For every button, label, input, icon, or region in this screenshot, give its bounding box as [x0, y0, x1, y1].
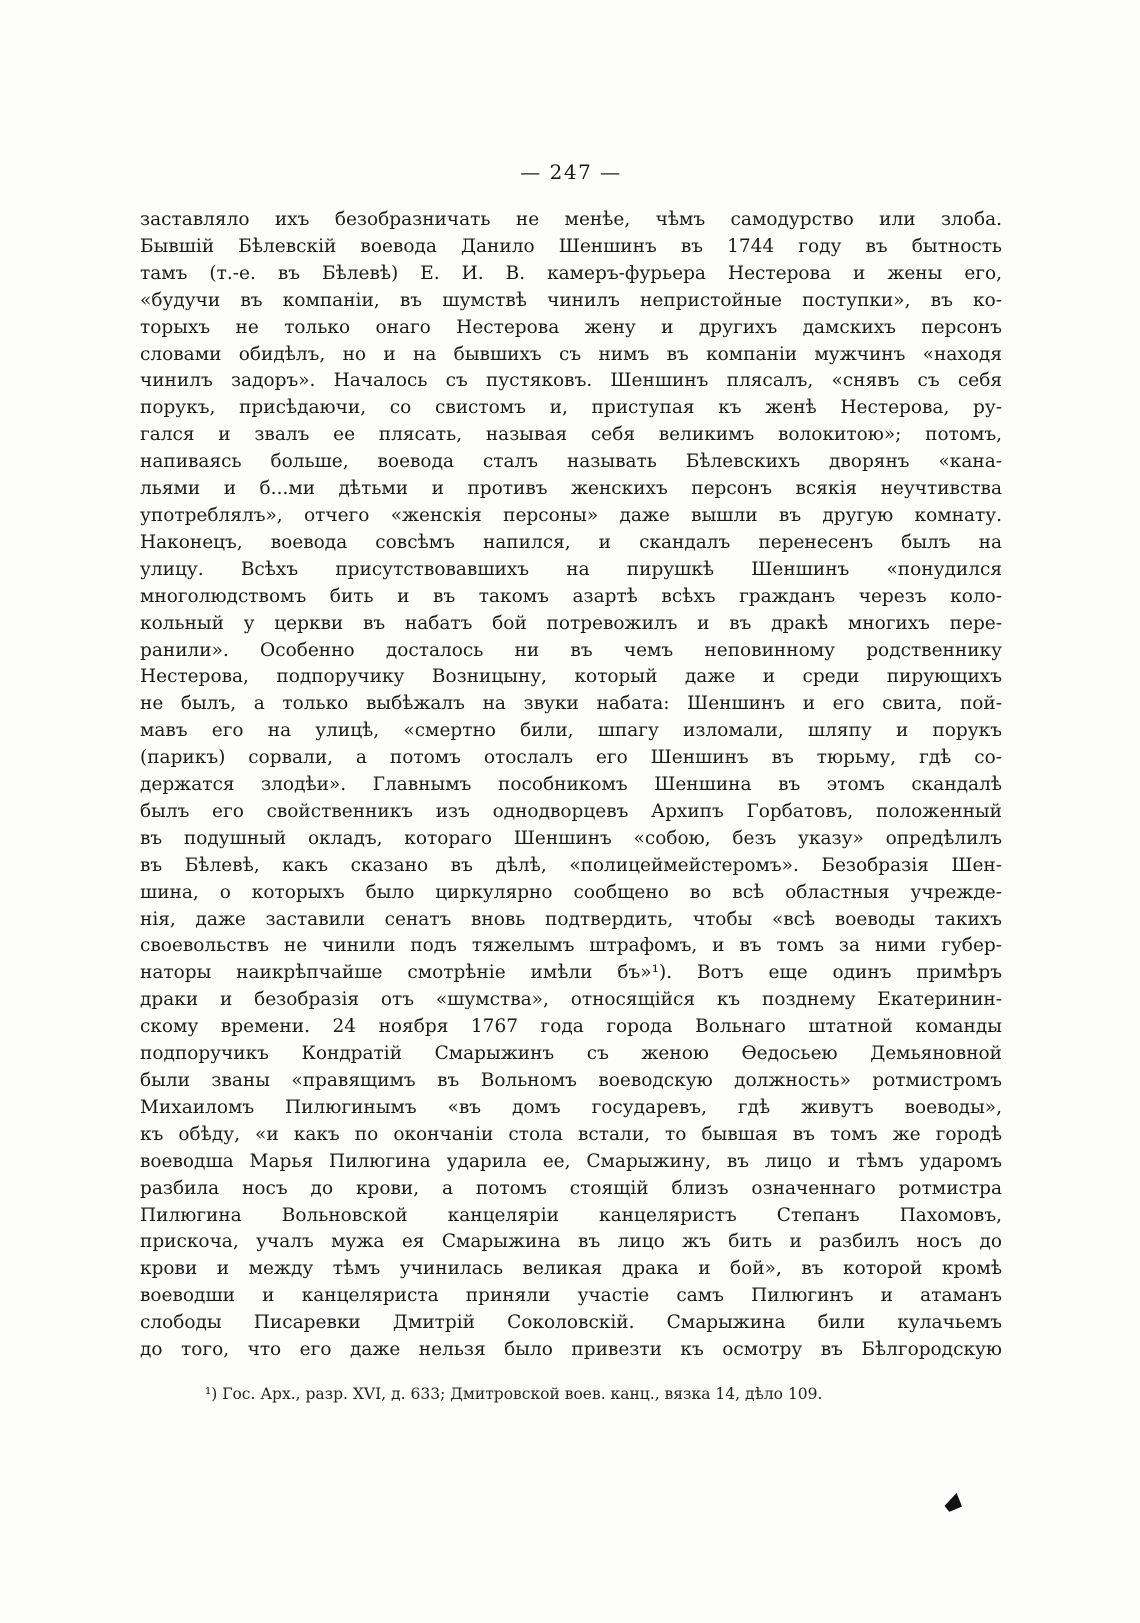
body-line: (парикъ) сорвали, а потомъ отослалъ его Шеншинъ въ тюрьму, гдѣ со- — [140, 747, 1002, 769]
body-line: къ обѣду, «и какъ по окончаніи стола встали, то бывшая въ томъ же городѣ — [140, 1123, 1002, 1145]
body-line: драки и безобразія отъ «шумства», относящійся къ позднему Екатеринин- — [140, 989, 1002, 1011]
body-line: слободы Писаревки Дмитрій Соколовскій. Смарыжина били кулачьемъ — [140, 1312, 1002, 1334]
page-number: — 247 — — [520, 160, 622, 184]
body-line: Наконецъ, воевода совсѣмъ напился, и скандалъ перенесенъ былъ на — [140, 531, 1002, 553]
body-line: «будучи въ компаніи, въ шумствѣ чинилъ непристойные поступки», въ ко- — [140, 289, 1002, 311]
body-line: кольный у церкви въ набатъ бой потревожилъ и въ дракѣ многихъ пере- — [140, 612, 1002, 634]
body-line: чинилъ задоръ». Началось съ пустяковъ. Шеншинъ плясалъ, «снявъ съ себя — [140, 370, 1002, 392]
body-line: держатся злодѣи». Главнымъ пособникомъ Шеншина въ этомъ скандалѣ — [140, 774, 1002, 796]
body-line: ранили». Особенно досталось ни въ чемъ неповинному родственнику — [140, 639, 1002, 661]
body-line: своевольствъ не чинили подъ тяжелымъ штрафомъ, и въ томъ за ними губер- — [140, 935, 1002, 957]
body-line: тамъ (т.-е. въ Бѣлевѣ) Е. И. В. камеръ-фурьера Нестерова и жены его, — [140, 262, 1002, 284]
ink-blot-mark — [942, 1492, 962, 1512]
footnote: ¹) Гос. Арх., разр. XVI, д. 633; Дмитровской воев. канц., вязка 14, дѣло 109. — [205, 1385, 823, 1403]
body-line: до того, что его даже нельзя было привезти къ осмотру въ Бѣлгородскую — [140, 1339, 1002, 1361]
body-line: Бывшій Бѣлевскій воевода Данило Шеншинъ въ 1744 году въ бытность — [140, 235, 1002, 257]
body-line: въ Бѣлевѣ, какъ сказано въ дѣлѣ, «полицеймейстеромъ». Безобразія Шен- — [140, 854, 1002, 876]
body-line: напиваясь больше, воевода сталъ называть Бѣлевскихъ дворянъ «кана- — [140, 451, 1002, 473]
body-line: словами обидѣлъ, но и на бывшихъ съ нимъ въ компаніи мужчинъ «находя — [140, 343, 1002, 365]
body-line: подпоручикъ Кондратій Смарыжинъ съ женою Ѳедосьею Демьяновной — [140, 1043, 1002, 1065]
body-line: разбила носъ до крови, а потомъ стоящій близъ означеннаго ротмистра — [140, 1177, 1002, 1199]
body-line: былъ его свойственникъ изъ однодворцевъ Архипъ Горбатовъ, положенный — [140, 800, 1002, 822]
body-line: скому времени. 24 ноября 1767 года города Вольнаго штатной команды — [140, 1016, 1002, 1038]
body-line: многолюдствомъ бить и въ такомъ азартѣ всѣхъ гражданъ черезъ коло- — [140, 585, 1002, 607]
body-line: мавъ его на улицѣ, «смертно били, шпагу изломали, шляпу и порукъ — [140, 720, 1002, 742]
body-line: шина, о которыхъ было циркулярно сообщено во всѣ областныя учрежде- — [140, 881, 1002, 903]
body-line: были званы «правящимъ въ Вольномъ воеводскую должность» ротмистромъ — [140, 1070, 1002, 1091]
body-line: Михаиломъ Пилюгинымъ «въ домъ государевъ, гдѣ живутъ воеводы», — [140, 1096, 1002, 1118]
body-line: не былъ, а только выбѣжалъ на звуки набата: Шеншинъ и его свита, пой- — [140, 693, 1002, 715]
body-line: порукъ, присѣдаючи, со свистомъ и, приступая къ женѣ Нестерова, ру- — [140, 397, 1002, 419]
body-line: въ подушный окладъ, котораго Шеншинъ «собою, безъ указу» опредѣлилъ — [140, 827, 1002, 849]
body-line: крови и между тѣмъ учинилась великая драка и бой», въ которой кромѣ — [140, 1258, 1002, 1280]
body-line: прискоча, учалъ мужа ея Смарыжина въ лицо жъ бить и разбилъ носъ до — [140, 1231, 1002, 1253]
body-line: торыхъ не только онаго Нестерова жену и другихъ дамскихъ персонъ — [140, 316, 1002, 338]
body-line: употреблялъ», отчего «женскія персоны» даже вышли въ другую комнату. — [140, 504, 1002, 526]
body-line: льями и б...ми дѣтьми и противъ женскихъ персонъ всякія неучтивства — [140, 478, 1002, 500]
body-text — [140, 207, 1002, 1364]
body-line: наторы наикрѣпчайше смотрѣніе имѣли бъ»¹). Вотъ еще одинъ примѣръ — [140, 962, 1002, 984]
body-line: улицу. Всѣхъ присутствовавшихъ на пирушкѣ Шеншинъ «понудился — [140, 558, 1002, 580]
body-line: Нестерова, подпоручику Возницыну, который даже и среди пирующихъ — [140, 666, 1002, 688]
body-line: воеводша Марья Пилюгина ударила ее, Смарыжину, въ лицо и тѣмъ ударомъ — [140, 1150, 1002, 1172]
body-line: нія, даже заставили сенатъ вновь подтвердить, чтобы «всѣ воеводы такихъ — [140, 908, 1002, 930]
body-line: Пилюгина Вольновской канцеляріи канцеляристъ Степанъ Пахомовъ, — [140, 1204, 1002, 1226]
body-line: заставляло ихъ безобразничать не менѣе, чѣмъ самодурство или злоба. — [140, 209, 1002, 230]
body-line: гался и звалъ ее плясать, называя себя великимъ волокитою»; потомъ, — [140, 424, 1002, 446]
body-line: воеводши и канцеляриста приняли участіе самъ Пилюгинъ и атаманъ — [140, 1285, 1002, 1307]
